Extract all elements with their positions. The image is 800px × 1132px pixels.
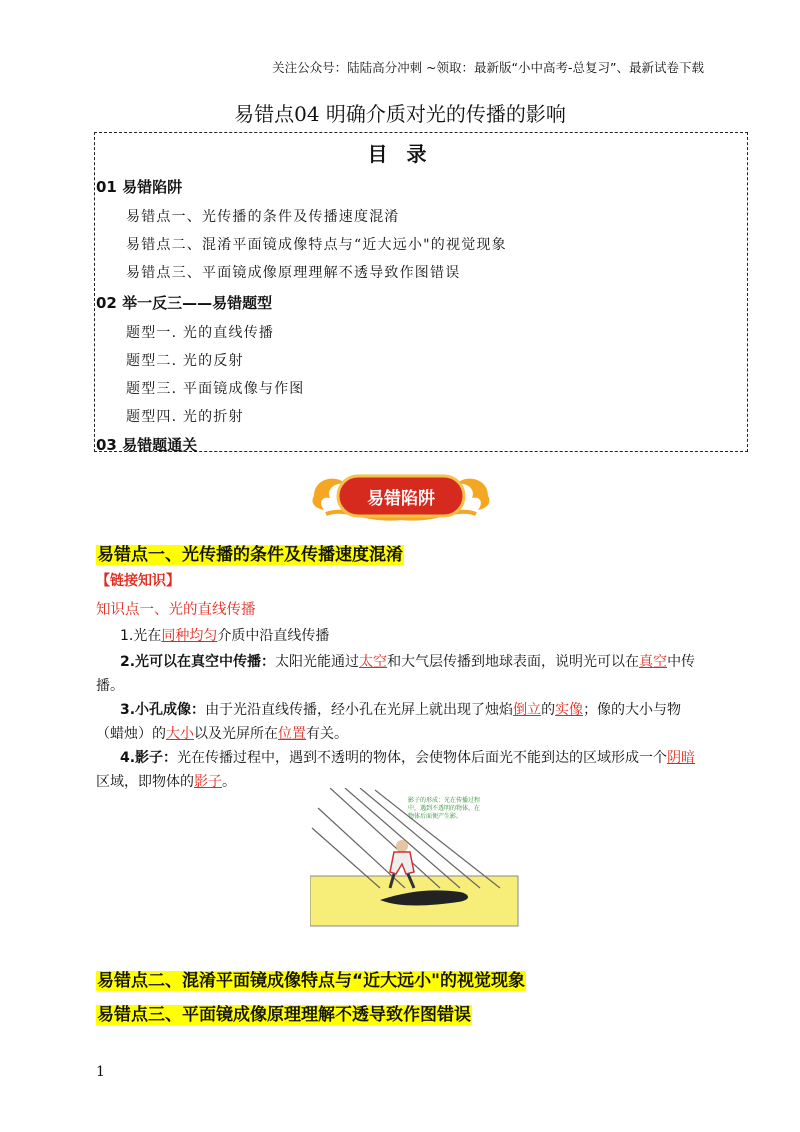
document-title: 易错点04 明确介质对光的传播的影响 xyxy=(234,102,566,126)
toc-item[interactable]: 题型三. 平面镜成像与作图 xyxy=(126,381,305,397)
paragraph-2: 2.光可以在真空中传播：太阳光能通过太空和大气层传播到地球表面，说明光可以在真空中传播。 xyxy=(96,654,696,694)
toc-item[interactable]: 题型一. 光的直线传播 xyxy=(126,325,275,341)
banner-label: 易错陷阱 xyxy=(367,489,435,509)
paragraph-1: 1.光在同种均匀介质中沿直线传播 xyxy=(120,628,330,644)
shadow-diagram-icon xyxy=(310,788,520,928)
toc-item[interactable]: 题型四. 光的折射 xyxy=(126,409,244,425)
svg-text:中，遇到不透明的物体，在: 中，遇到不透明的物体，在 xyxy=(408,805,481,812)
toc-heading: 目 录 xyxy=(367,142,433,166)
page-number: 1 xyxy=(96,1064,105,1080)
toc-item[interactable]: 题型二. 光的反射 xyxy=(126,353,244,369)
point3-heading: 易错点三、平面镜成像原理理解不透导致作图错误 xyxy=(97,1005,471,1025)
svg-text:影子的形成：光在传播过程: 影子的形成：光在传播过程 xyxy=(408,797,481,804)
svg-text:物体后面便产生影。: 物体后面便产生影。 xyxy=(408,813,463,820)
knowledge-point-title: 知识点一、光的直线传播 xyxy=(96,602,256,618)
toc-item[interactable]: 易错点一、光传播的条件及传播速度混淆 xyxy=(126,209,400,225)
point1-heading: 易错点一、光传播的条件及传播速度混淆 xyxy=(97,545,403,565)
shadow-illustration xyxy=(310,788,520,928)
toc-section-2[interactable]: 02 举一反三——易错题型 xyxy=(96,294,273,312)
toc-item[interactable]: 易错点三、平面镜成像原理理解不透导致作图错误 xyxy=(126,265,461,281)
section-banner xyxy=(306,466,496,526)
point2-heading: 易错点二、混淆平面镜成像特点与“近大远小"的视觉现象 xyxy=(97,971,526,991)
paragraph-4: 4.影子：光在传播过程中，遇到不透明的物体，会使物体后面光不能到达的区域形成一个阴暗区域，即物体的影子。 xyxy=(96,750,696,790)
header-note: 关注公众号：陆陆高分冲刺 ~领取：最新版“小中高考-总复习”、最新试卷下载 xyxy=(272,60,704,75)
toc-item[interactable]: 易错点二、混淆平面镜成像特点与“近大远小"的视觉现象 xyxy=(126,237,507,253)
link-knowledge-label: 【链接知识】 xyxy=(96,573,180,589)
toc-section-1[interactable]: 01 易错陷阱 xyxy=(96,178,183,196)
toc-section-3[interactable]: 03 易错题通关 xyxy=(96,436,198,454)
paragraph-3: 3.小孔成像：由于光沿直线传播，经小孔在光屏上就出现了烛焰倒立的实像；像的大小与物（蜡烛）的大小以及光屏所在位置有关。 xyxy=(96,702,682,742)
